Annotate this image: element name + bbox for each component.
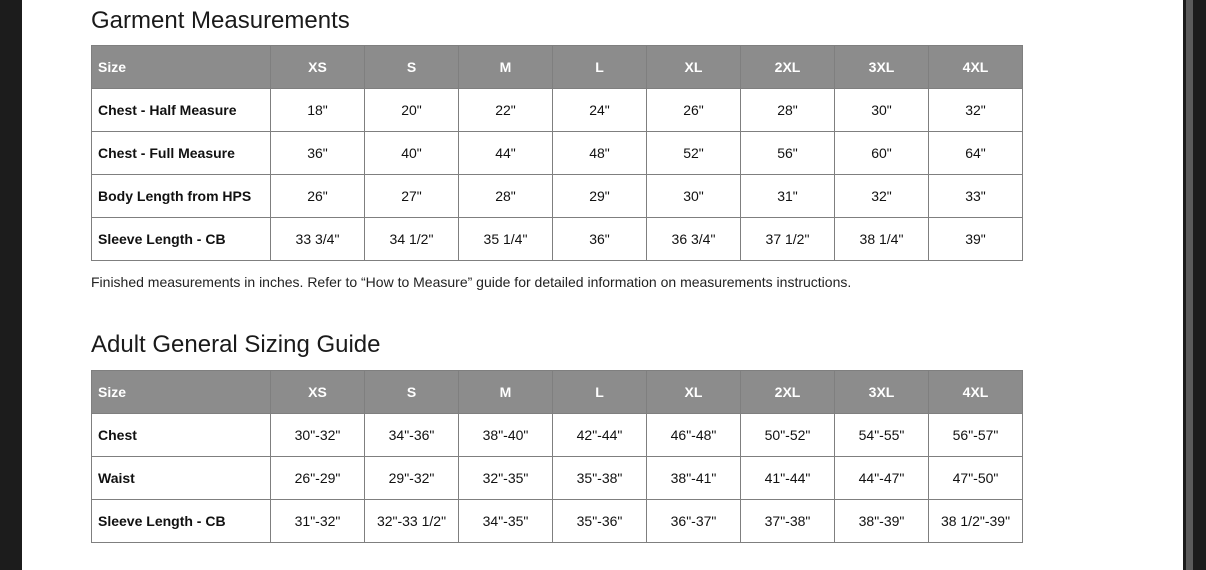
adult-sizing-table — [91, 370, 1023, 543]
table-cell: 38"-40" — [459, 414, 553, 457]
table-row — [92, 218, 1023, 261]
size-column-header: XL — [647, 46, 741, 89]
garment-measurements-table — [91, 45, 1023, 261]
row-label: Sleeve Length - CB — [92, 218, 271, 261]
table-cell: 32" — [835, 175, 929, 218]
table-cell: 38 1/4" — [835, 218, 929, 261]
table-header-row — [92, 46, 1023, 89]
table-cell: 35"-38" — [553, 457, 647, 500]
table-cell: 26"-29" — [271, 457, 365, 500]
size-column-header: S — [365, 371, 459, 414]
table-cell: 38"-39" — [835, 500, 929, 543]
row-label: Chest — [92, 414, 271, 457]
table-row — [92, 457, 1023, 500]
table-cell: 36 3/4" — [647, 218, 741, 261]
scrollbar-track[interactable] — [1186, 0, 1193, 570]
table-cell: 27" — [365, 175, 459, 218]
table-cell: 38 1/2"-39" — [929, 500, 1023, 543]
table-cell: 36"-37" — [647, 500, 741, 543]
table-header-row — [92, 371, 1023, 414]
table-cell: 32"-35" — [459, 457, 553, 500]
size-column-header: XL — [647, 371, 741, 414]
size-header-label: Size — [92, 46, 271, 89]
table-cell: 26" — [271, 175, 365, 218]
table-cell: 33 3/4" — [271, 218, 365, 261]
measurement-note: Finished measurements in inches. Refer to “How to Measure” guide for detailed information on measurements instructions. — [91, 274, 852, 290]
row-label: Chest - Half Measure — [92, 89, 271, 132]
table-cell: 50"-52" — [741, 414, 835, 457]
size-column-header: L — [553, 371, 647, 414]
table-cell: 20" — [365, 89, 459, 132]
size-column-header: L — [553, 46, 647, 89]
table-row — [92, 414, 1023, 457]
size-column-header: 3XL — [835, 371, 929, 414]
table-cell: 46"-48" — [647, 414, 741, 457]
table-cell: 44" — [459, 132, 553, 175]
table-cell: 44"-47" — [835, 457, 929, 500]
table-cell: 35"-36" — [553, 500, 647, 543]
table-cell: 52" — [647, 132, 741, 175]
row-label: Body Length from HPS — [92, 175, 271, 218]
table-cell: 36" — [271, 132, 365, 175]
size-column-header: XS — [271, 371, 365, 414]
garment-measurements-title: Garment Measurements — [91, 7, 350, 34]
table-cell: 34"-35" — [459, 500, 553, 543]
table-cell: 28" — [459, 175, 553, 218]
size-column-header: 3XL — [835, 46, 929, 89]
table-cell: 54"-55" — [835, 414, 929, 457]
table-cell: 35 1/4" — [459, 218, 553, 261]
row-label: Sleeve Length - CB — [92, 500, 271, 543]
table-cell: 64" — [929, 132, 1023, 175]
size-column-header: S — [365, 46, 459, 89]
table-cell: 47"-50" — [929, 457, 1023, 500]
adult-sizing-guide-title: Adult General Sizing Guide — [91, 331, 381, 358]
table-cell: 30" — [647, 175, 741, 218]
table-cell: 34 1/2" — [365, 218, 459, 261]
table-cell: 36" — [553, 218, 647, 261]
size-column-header: M — [459, 371, 553, 414]
table-cell: 30" — [835, 89, 929, 132]
table-cell: 56"-57" — [929, 414, 1023, 457]
document-page — [22, 0, 1183, 570]
table-cell: 39" — [929, 218, 1023, 261]
table-cell: 29"-32" — [365, 457, 459, 500]
table-cell: 48" — [553, 132, 647, 175]
table-cell: 40" — [365, 132, 459, 175]
table-cell: 32" — [929, 89, 1023, 132]
table-cell: 34"-36" — [365, 414, 459, 457]
table-cell: 33" — [929, 175, 1023, 218]
table-cell: 18" — [271, 89, 365, 132]
table-cell: 41"-44" — [741, 457, 835, 500]
table-cell: 29" — [553, 175, 647, 218]
row-label: Waist — [92, 457, 271, 500]
size-column-header: 4XL — [929, 371, 1023, 414]
size-column-header: 2XL — [741, 46, 835, 89]
scrollbar[interactable] — [1183, 0, 1206, 570]
table-row — [92, 89, 1023, 132]
size-column-header: M — [459, 46, 553, 89]
size-column-header: 4XL — [929, 46, 1023, 89]
left-frame — [0, 0, 22, 570]
table-cell: 56" — [741, 132, 835, 175]
row-label: Chest - Full Measure — [92, 132, 271, 175]
table-cell: 22" — [459, 89, 553, 132]
table-cell: 31"-32" — [271, 500, 365, 543]
table-cell: 38"-41" — [647, 457, 741, 500]
size-column-header: 2XL — [741, 371, 835, 414]
table-row — [92, 132, 1023, 175]
table-row — [92, 500, 1023, 543]
table-cell: 26" — [647, 89, 741, 132]
table-row — [92, 175, 1023, 218]
table-cell: 24" — [553, 89, 647, 132]
table-cell: 30"-32" — [271, 414, 365, 457]
size-column-header: XS — [271, 46, 365, 89]
table-cell: 37 1/2" — [741, 218, 835, 261]
table-cell: 32"-33 1/2" — [365, 500, 459, 543]
table-cell: 37"-38" — [741, 500, 835, 543]
table-cell: 28" — [741, 89, 835, 132]
size-header-label: Size — [92, 371, 271, 414]
table-cell: 60" — [835, 132, 929, 175]
table-cell: 42"-44" — [553, 414, 647, 457]
table-cell: 31" — [741, 175, 835, 218]
